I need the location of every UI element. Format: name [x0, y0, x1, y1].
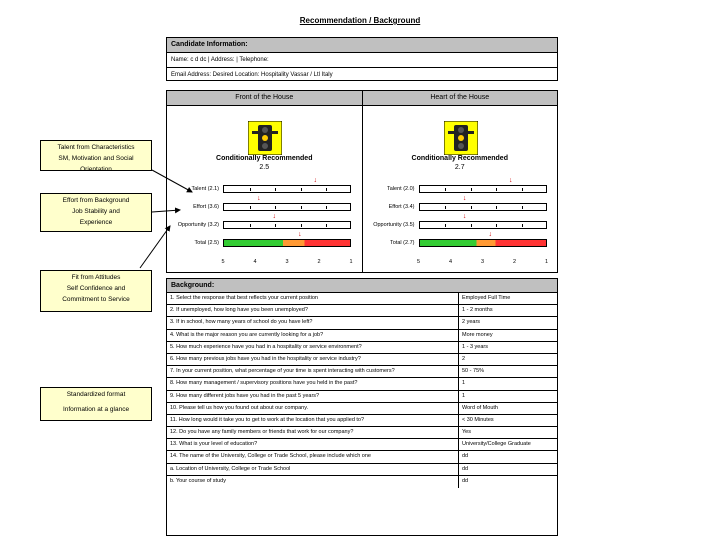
answer-cell: Word of Mouth	[462, 404, 498, 411]
answer-cell: 1	[462, 392, 466, 399]
score-row-label: Effort (3.6)	[193, 204, 219, 210]
score-row-label: Talent (2.1)	[191, 186, 219, 192]
bar-tick	[471, 188, 472, 191]
bar-tick	[275, 188, 276, 191]
answer-cell: 2	[462, 355, 466, 362]
bar-tick	[250, 224, 251, 227]
score-row-label: Total (2.7)	[390, 240, 415, 246]
question-cell: 10. Please tell us how you found out about our company.	[167, 403, 459, 414]
table-row	[167, 317, 557, 329]
callout-line: Orientation	[80, 166, 112, 173]
bar-tick	[301, 224, 302, 227]
bar-tick	[471, 224, 472, 227]
bar-tick	[522, 224, 523, 227]
axis-tick-label: 2	[512, 259, 517, 265]
traffic-light-icon	[248, 121, 282, 155]
callout-line: Talent from Characteristics	[57, 144, 135, 151]
table-row	[167, 464, 557, 476]
score-bar	[223, 203, 351, 211]
background-header: Background:	[167, 279, 557, 293]
question-cell: 9. How many different jobs have you had in the past 5 years?	[167, 391, 459, 402]
answer-cell: dd	[462, 477, 469, 484]
score-bar	[419, 221, 547, 229]
answer-cell: 2 years	[462, 319, 481, 326]
callout-line: Experience	[79, 219, 113, 226]
score-row-label: Total (2.5)	[194, 240, 219, 246]
bar-tick	[445, 188, 446, 191]
axis-tick-label: 3	[480, 259, 485, 265]
callout-line: Self Confidence and	[66, 285, 126, 292]
overall-score: 2.7	[454, 164, 465, 171]
bar-tick	[301, 188, 302, 191]
table-row	[167, 305, 557, 317]
callout-line: Standardized format	[66, 391, 126, 398]
score-bar	[419, 203, 547, 211]
bar-tick	[326, 188, 327, 191]
bar-tick	[326, 224, 327, 227]
callout-line: Job Stability and	[72, 208, 120, 215]
table-row	[167, 403, 557, 415]
bar-tick	[275, 224, 276, 227]
question-cell: 4. What is the major reason you are currently looking for a job?	[167, 330, 459, 341]
answer-cell: 1 - 2 months	[462, 307, 493, 314]
total-score-bar	[223, 239, 351, 247]
question-cell: 5. How much experience have you had in a hospitality or service environment?	[167, 342, 459, 353]
question-cell: 3. If in school, how many years of school do you have left?	[167, 317, 459, 328]
question-cell: 11. How long would it take you to get to work at the location that you applied to?	[167, 415, 459, 426]
answer-cell: < 30 Minutes	[462, 416, 494, 423]
bar-tick	[496, 188, 497, 191]
callout-line: Effort from Background	[62, 197, 130, 204]
table-row	[167, 342, 557, 354]
question-cell: 8. How many management / supervisory positions have you held in the past?	[167, 378, 459, 389]
candidate-name-line: Name: c d dc | Address: | Telephone:	[167, 53, 557, 68]
callout-line: Fit from Attitudes	[71, 274, 121, 281]
table-row	[167, 439, 557, 451]
panel-header: Heart of the House	[363, 91, 558, 106]
score-bar	[419, 185, 547, 193]
table-row	[167, 427, 557, 439]
score-marker-arrow-icon: ↓	[313, 177, 317, 184]
traffic-light-icon	[444, 121, 478, 155]
axis-tick-label: 5	[221, 259, 225, 265]
axis-tick-label: 1	[544, 259, 549, 265]
table-row	[167, 476, 557, 488]
bar-tick	[326, 206, 327, 209]
table-row	[167, 354, 557, 366]
bar-tick	[445, 206, 446, 209]
score-row-label: Opportunity (3.2)	[177, 222, 219, 228]
question-cell: 13. What is your level of education?	[167, 439, 459, 450]
score-bar	[223, 221, 351, 229]
heart-of-house-panel	[363, 91, 558, 272]
callout-line: SM, Motivation and Social	[58, 155, 134, 162]
background-table	[166, 278, 558, 536]
answer-cell: Yes	[462, 429, 471, 436]
table-row	[167, 366, 557, 378]
question-cell: 12. Do you have any family members or friends that work for our company?	[167, 427, 459, 438]
bar-tick	[522, 206, 523, 209]
axis-tick-label: 2	[317, 259, 321, 265]
bar-tick	[522, 188, 523, 191]
table-row	[167, 391, 557, 403]
score-marker-arrow-icon: ↓	[508, 177, 513, 184]
axis-tick-label: 5	[416, 259, 421, 265]
table-row	[167, 415, 557, 427]
score-row-label: Effort (3.4)	[388, 204, 415, 210]
question-cell: a. Location of University, College or Trade School	[167, 464, 459, 475]
recommendation-status: Conditionally Recommended	[216, 155, 313, 162]
bar-tick	[496, 206, 497, 209]
panel-header: Front of the House	[167, 91, 362, 106]
score-marker-arrow-icon: ↓	[462, 195, 467, 202]
question-cell: 7. In your current position, what percentage of your time is spent interacting with customers?	[167, 366, 459, 377]
answer-cell: More money	[462, 331, 493, 338]
score-row-label: Opportunity (3.5)	[373, 222, 415, 228]
question-cell: 2. If unemployed, how long have you been unemployed?	[167, 305, 459, 316]
bar-tick	[250, 188, 251, 191]
recommendation-panel	[166, 90, 558, 273]
answer-cell: dd	[462, 453, 469, 460]
callout-line: Information at a glance	[62, 406, 130, 413]
table-row	[167, 451, 557, 463]
answer-cell: 1	[462, 380, 466, 387]
answer-cell: 50 - 75%	[462, 368, 485, 375]
table-row	[167, 293, 557, 305]
bar-tick	[496, 224, 497, 227]
bar-tick	[275, 206, 276, 209]
table-row	[167, 330, 557, 342]
answer-cell: 1 - 3 years	[462, 343, 488, 350]
table-row	[167, 378, 557, 390]
question-cell: 6. How many previous jobs have you had in the hospitality or service industry?	[167, 354, 459, 365]
score-row-label: Talent (2.0)	[386, 186, 415, 192]
axis-tick-label: 4	[253, 259, 257, 265]
question-cell: 14. The name of the University, College or Trade School, please include which one	[167, 451, 459, 462]
bar-tick	[250, 206, 251, 209]
score-marker-arrow-icon: ↓	[272, 213, 276, 220]
candidate-email-line: Email Address: Desired Location: Hospitality Vassar / Ltl Italy	[171, 72, 333, 78]
bar-tick	[445, 224, 446, 227]
candidate-info-header: Candidate Information:	[167, 38, 557, 53]
bar-tick	[471, 206, 472, 209]
bar-tick	[301, 206, 302, 209]
score-marker-arrow-icon: ↓	[488, 231, 492, 238]
question-cell: b. Your course of study	[167, 476, 459, 488]
score-marker-arrow-icon: ↓	[257, 195, 261, 202]
overall-score: 2.5	[259, 164, 270, 171]
axis-tick-label: 1	[349, 259, 353, 265]
answer-cell: University/College Graduate	[462, 441, 531, 448]
score-marker-arrow-icon: ↓	[298, 231, 302, 238]
page-title: Recommendation / Background	[299, 16, 421, 25]
score-marker-arrow-icon: ↓	[462, 213, 467, 220]
score-bar	[223, 185, 351, 193]
axis-tick-label: 4	[448, 259, 453, 265]
callout-line: Commitment to Service	[62, 296, 130, 303]
answer-cell: dd	[462, 465, 469, 472]
total-score-bar	[419, 239, 547, 247]
front-of-house-panel	[167, 91, 363, 272]
axis-tick-label: 3	[285, 259, 289, 265]
recommendation-status: Conditionally Recommended	[411, 155, 508, 162]
question-cell: 1. Select the response that best reflects your current position	[167, 293, 459, 304]
answer-cell: Employed Full Time	[462, 295, 511, 301]
